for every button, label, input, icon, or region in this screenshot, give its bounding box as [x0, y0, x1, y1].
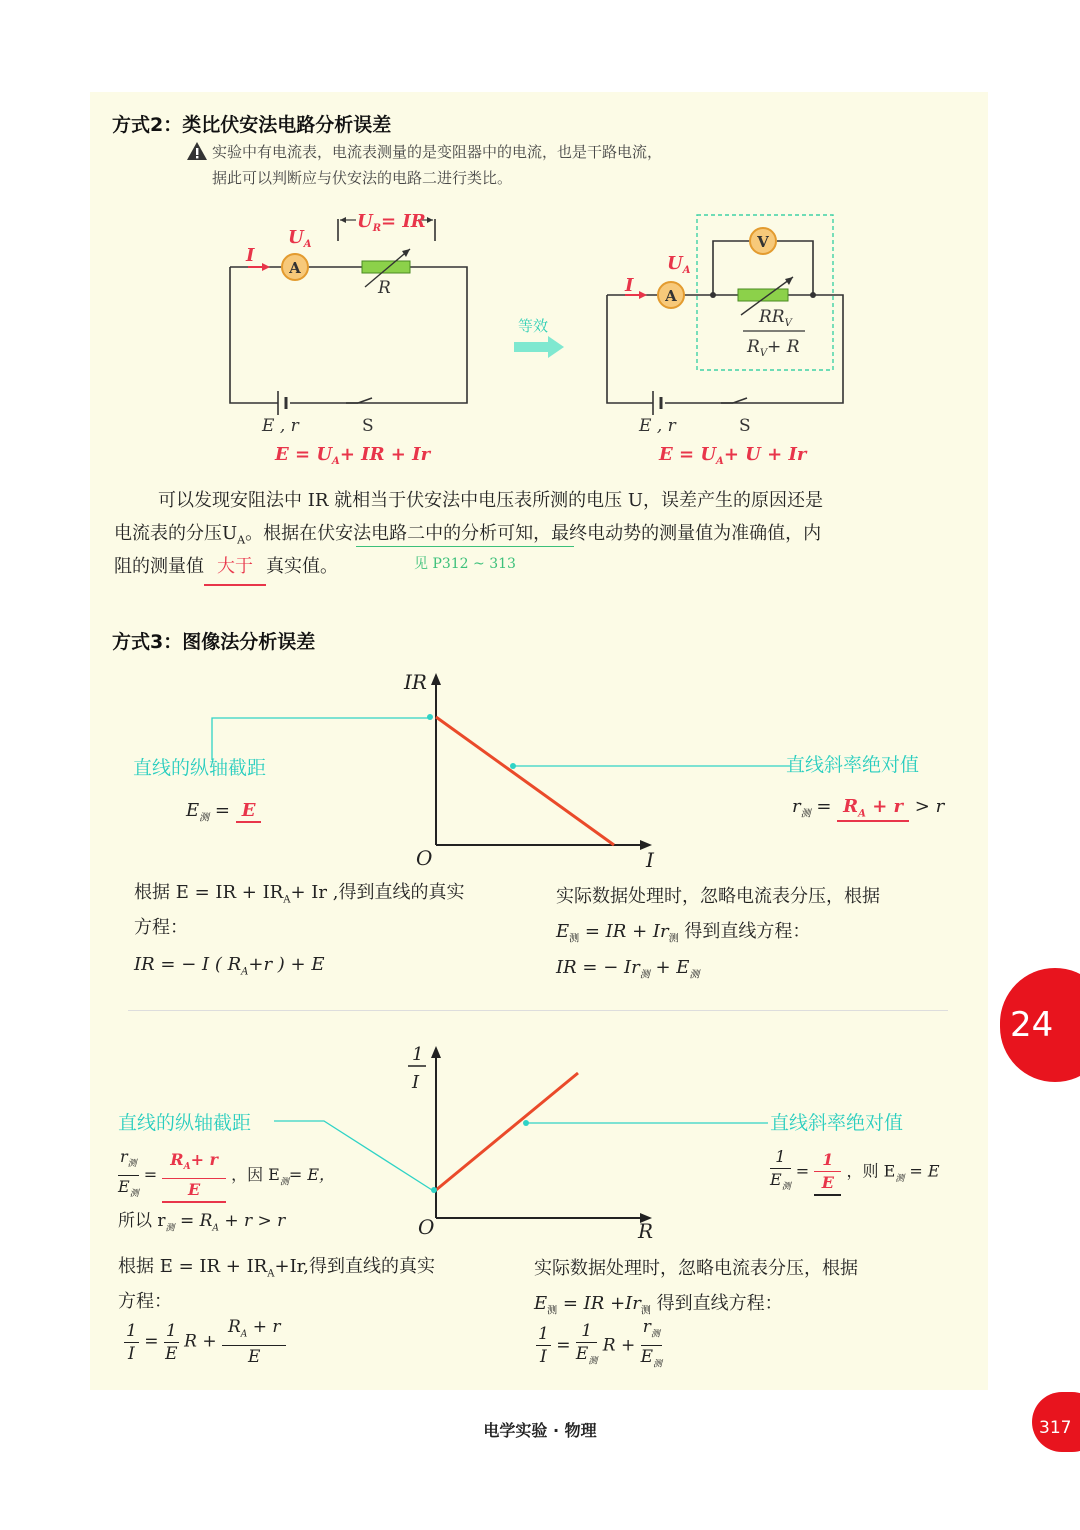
graph2-left-conclusion: 所以 $r_测 = R_A + r > r$	[118, 1211, 286, 1234]
graph1-left-text3: IR = − I ( $R_A+r$ ) + E	[134, 954, 325, 978]
ammeter-left-label: A	[289, 259, 301, 277]
graph2-right-formula: $\frac{1}{E_测}$ = $\frac{1}{E}$ ，则 $E_测 = E$	[770, 1146, 940, 1198]
voltmeter-label: V	[757, 233, 769, 251]
right-equation: E = U	[659, 444, 717, 465]
method3-title: 方式3：图像法分析误差	[112, 631, 316, 653]
current-left-label: I	[246, 245, 255, 266]
graph1-left-text1: 根据 E = IR + $IR_A+ Ir$ ,得到直线的真实	[134, 882, 465, 906]
switch-left-label: S	[362, 416, 374, 436]
see-reference: 见 P312 ~ 313	[414, 556, 516, 572]
para-line3: 阻的测量值 大于 真实值。	[114, 550, 338, 586]
page-number: 317	[1039, 1418, 1072, 1438]
current-right-label: I	[625, 275, 634, 296]
equiv-label: 等效	[518, 317, 549, 335]
graph1-e-measured: $E_测 = E$	[186, 800, 261, 824]
graph2-y-axis-den: I	[412, 1072, 420, 1093]
equiv-arrow-icon	[512, 335, 568, 359]
para-line1: 可以发现安阻法中 IR 就相当于伏安法中电压表所测的电压 U，误差产生的原因还是	[158, 490, 823, 511]
svg-text:UA: $U_A$	[667, 253, 691, 276]
graph2-leader-lines	[270, 1115, 770, 1197]
graph1-right-text2: $E_测$ = IR + $Ir_测$ 得到直线方程：	[556, 921, 811, 945]
graph1-origin: O	[416, 846, 433, 870]
svg-text:UR= IR: $U_R=$ IR	[357, 211, 426, 234]
ur-label: U	[357, 211, 373, 232]
graph2-origin: O	[418, 1215, 435, 1239]
emf-left-label: E , r	[262, 416, 299, 436]
graph2-x-axis: R	[638, 1219, 654, 1243]
left-circuit-diagram	[220, 205, 490, 470]
graph1-right-text3: IR = − $Ir_测 + E_测$	[556, 957, 700, 981]
graph1-slope-label: 直线斜率绝对值	[786, 754, 920, 776]
method2-note-line1: 实验中有电流表，电流表测量的是变阻器中的电流，也是干路电流，	[212, 143, 663, 161]
graph2-right-text2: $E_测$ = IR $+Ir_测$ 得到直线方程：	[534, 1293, 783, 1317]
graph1-y-axis: IR	[404, 670, 427, 694]
ua-left-label: U	[288, 227, 304, 248]
graph1-left-text2: 方程：	[134, 917, 188, 938]
method2-title: 方式2：类比伏安法电路分析误差	[112, 114, 392, 136]
svg-text:UA: $U_A$	[288, 227, 312, 250]
graph1-intercept-label: 直线的纵轴截距	[133, 757, 267, 779]
underline-ref	[356, 546, 574, 547]
graph2-left-equation: $\frac{1}{I}$ = $\frac{1}{E}$ R + $\frac{R_A + r}{E}$	[124, 1316, 286, 1368]
left-equation: E = U	[275, 444, 333, 465]
method2-note-line2: 据此可以判断应与伏安法的电路二进行类比。	[212, 169, 513, 187]
resistor-left-label: R	[378, 278, 391, 298]
footer-title: 电学实验 · 物理	[483, 1421, 597, 1440]
answer-blank-larger: 大于	[204, 550, 266, 586]
warning-icon	[186, 141, 208, 165]
svg-text:RV+ R: $R_V+ R$	[747, 337, 800, 359]
graph2-slope-label: 直线斜率绝对值	[770, 1112, 904, 1134]
parallel-den: R	[747, 337, 760, 357]
para-line2: 电流表的分压$U_A$。根据在伏安法电路二中的分析可知，最终电动势的测量值为准确值，内	[114, 523, 822, 547]
chapter-tab-number: 24	[1010, 1005, 1054, 1045]
emf-right-label: E , r	[639, 416, 676, 436]
section-divider	[128, 1010, 948, 1011]
svg-text:E = UA+ U + Ir: $E = U_A+ U + Ir$	[659, 444, 807, 467]
graph2-left-text1: 根据 E = IR + $IR_A+Ir$,得到直线的真实	[118, 1256, 436, 1280]
graph1-right-text1: 实际数据处理时，忽略电流表分压，根据	[556, 886, 880, 907]
parallel-num: RR	[759, 307, 785, 327]
graph2-right-equation: $\frac{1}{I}$ = $\frac{1}{E_测}$ R + $\frac{r_测}{E_测}$	[538, 1317, 663, 1370]
graph2-left-text2: 方程：	[118, 1291, 172, 1312]
ammeter-right-label: A	[665, 287, 677, 305]
svg-text:E = UA+ IR + Ir: $E = U_A+$ IR + Ir	[275, 444, 431, 467]
svg-text:RRV: $RR_V$	[759, 307, 792, 329]
graph1-leader-lines	[208, 712, 798, 772]
graph2-left-formula: $\frac{r_测}{E_测}$ = $\frac{R_A+ r}{E}$ ，因 $E_测= E$，	[118, 1146, 335, 1205]
graph2-right-text1: 实际数据处理时，忽略电流表分压，根据	[534, 1258, 858, 1279]
right-circuit-diagram	[595, 205, 865, 470]
answer-blank-e: E	[236, 800, 262, 823]
graph2-y-axis-num: 1	[412, 1044, 424, 1065]
graph2-intercept-label: 直线的纵轴截距	[118, 1112, 252, 1134]
switch-right-label: S	[739, 416, 751, 436]
graph1-x-axis: I	[646, 848, 654, 872]
ua-right-label: U	[667, 253, 683, 274]
answer-blank-ra-r: $R_A + r$	[837, 796, 909, 822]
graph1-r-measured: $r_测 = R_A + r > r$	[792, 796, 945, 820]
